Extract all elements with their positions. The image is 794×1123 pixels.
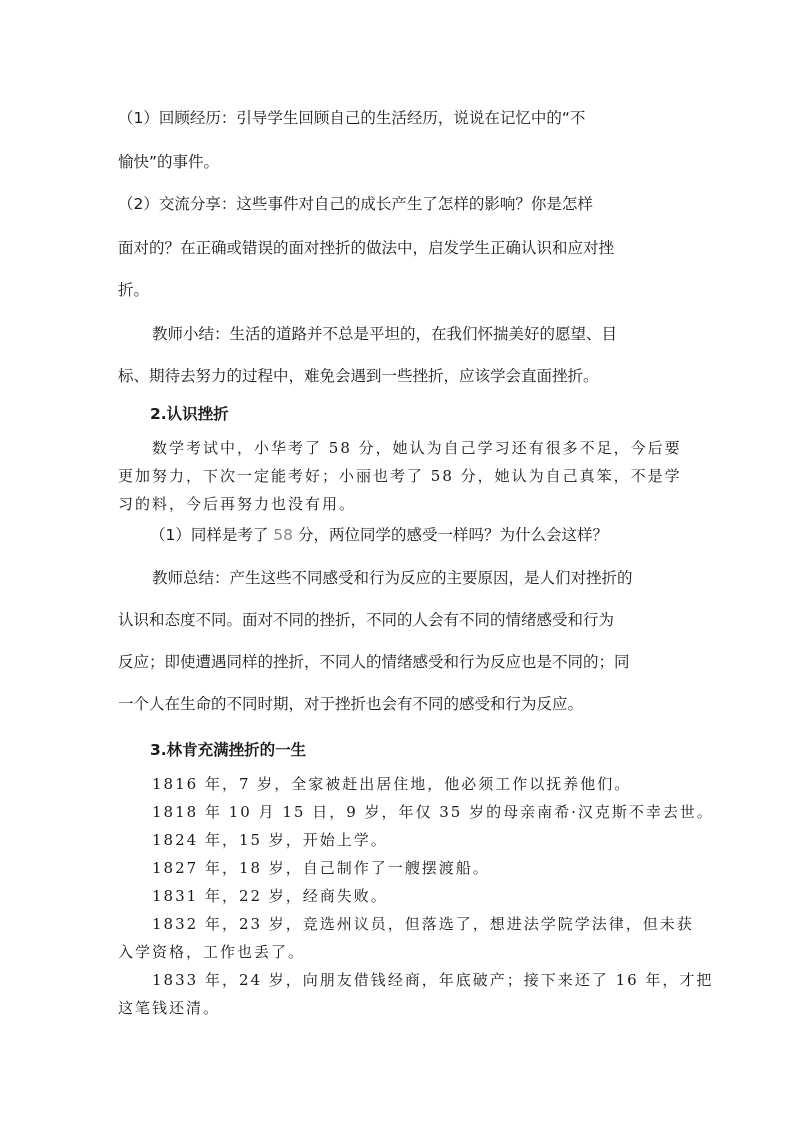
question-text-post: 分，两位同学的感受一样吗？为什么会这样？ [293,526,608,544]
teacher-conclusion-line-1: 教师总结：产生这些不同感受和行为反应的主要原因，是人们对挫折的 [152,569,633,587]
lincoln-timeline-line: 1831 年，22 岁，经商失败。 [152,887,388,905]
story-line-1: 数学考试中，小华考了 58 分，她认为自己学习还有很多不足，今后要 [152,439,682,457]
review-experience-line-2: 愉快”的事件。 [118,153,220,171]
lincoln-timeline-line: 1827 年，18 岁，自己制作了一艘摆渡船。 [152,859,490,877]
discussion-question [150,523,710,545]
lincoln-timeline-line: 入学资格，工作也丢了。 [118,943,306,961]
teacher-conclusion-line-2: 认识和态度不同。面对不同的挫折，不同的人会有不同的情绪感受和行为 [118,611,615,629]
teacher-conclusion-line-3: 反应；即使遭遇同样的挫折，不同人的情绪感受和行为反应也是不同的；同 [118,653,630,671]
lincoln-timeline-line: 1818 年 10 月 15 日，9 岁，年仅 35 岁的母亲南希·汉克斯不幸去世。 [152,803,714,821]
teacher-conclusion-line-4: 一个人在生命的不同时期，对于挫折也会有不同的感受和行为反应。 [118,695,584,713]
teacher-summary-line-2: 标、期待去努力的过程中，难免会遇到一些挫折，应该学会直面挫折。 [118,367,599,385]
share-line-2: 面对的？在正确或错误的面对挫折的做法中，启发学生正确认识和应对挫 [118,239,615,257]
lincoln-timeline-line: 1832 年，23 岁，竞选州议员，但落选了，想进法学院学法律，但未获 [152,915,694,933]
story-line-2: 更加努力，下次一定能考好；小丽也考了 58 分，她认为自己真笨，不是学 [118,467,682,485]
share-line-3: 折。 [118,281,150,299]
lincoln-timeline-line: 1833 年，24 岁，向朋友借钱经商，年底破产；接下来还了 16 年，才把 [152,971,714,989]
question-text-pre: （1）同样是考了 [150,526,274,544]
lincoln-timeline-line: 1816 年，7 岁，全家被赶出居住地，他必须工作以抚养他们。 [152,775,632,793]
share-line-1: （2）交流分享：这些事件对自己的成长产生了怎样的影响？你是怎样 [118,195,593,213]
teacher-summary-line-1: 教师小结：生活的道路并不总是平坦的，在我们怀揣美好的愿望、目 [152,325,618,343]
story-line-3: 习的料，今后再努力也没有用。 [118,495,357,513]
section-heading-lincoln: 3.林肯充满挫折的一生 [150,741,307,759]
section-heading-recognize-frustration: 2.认识挫折 [150,405,229,423]
lincoln-timeline-line: 1824 年，15 岁，开始上学。 [152,831,388,849]
review-experience-line-1: （1）回顾经历：引导学生回顾自己的生活经历，说说在记忆中的“不 [118,109,586,127]
question-score: 58 [273,526,294,544]
lincoln-timeline-line: 这笔钱还清。 [118,999,221,1017]
